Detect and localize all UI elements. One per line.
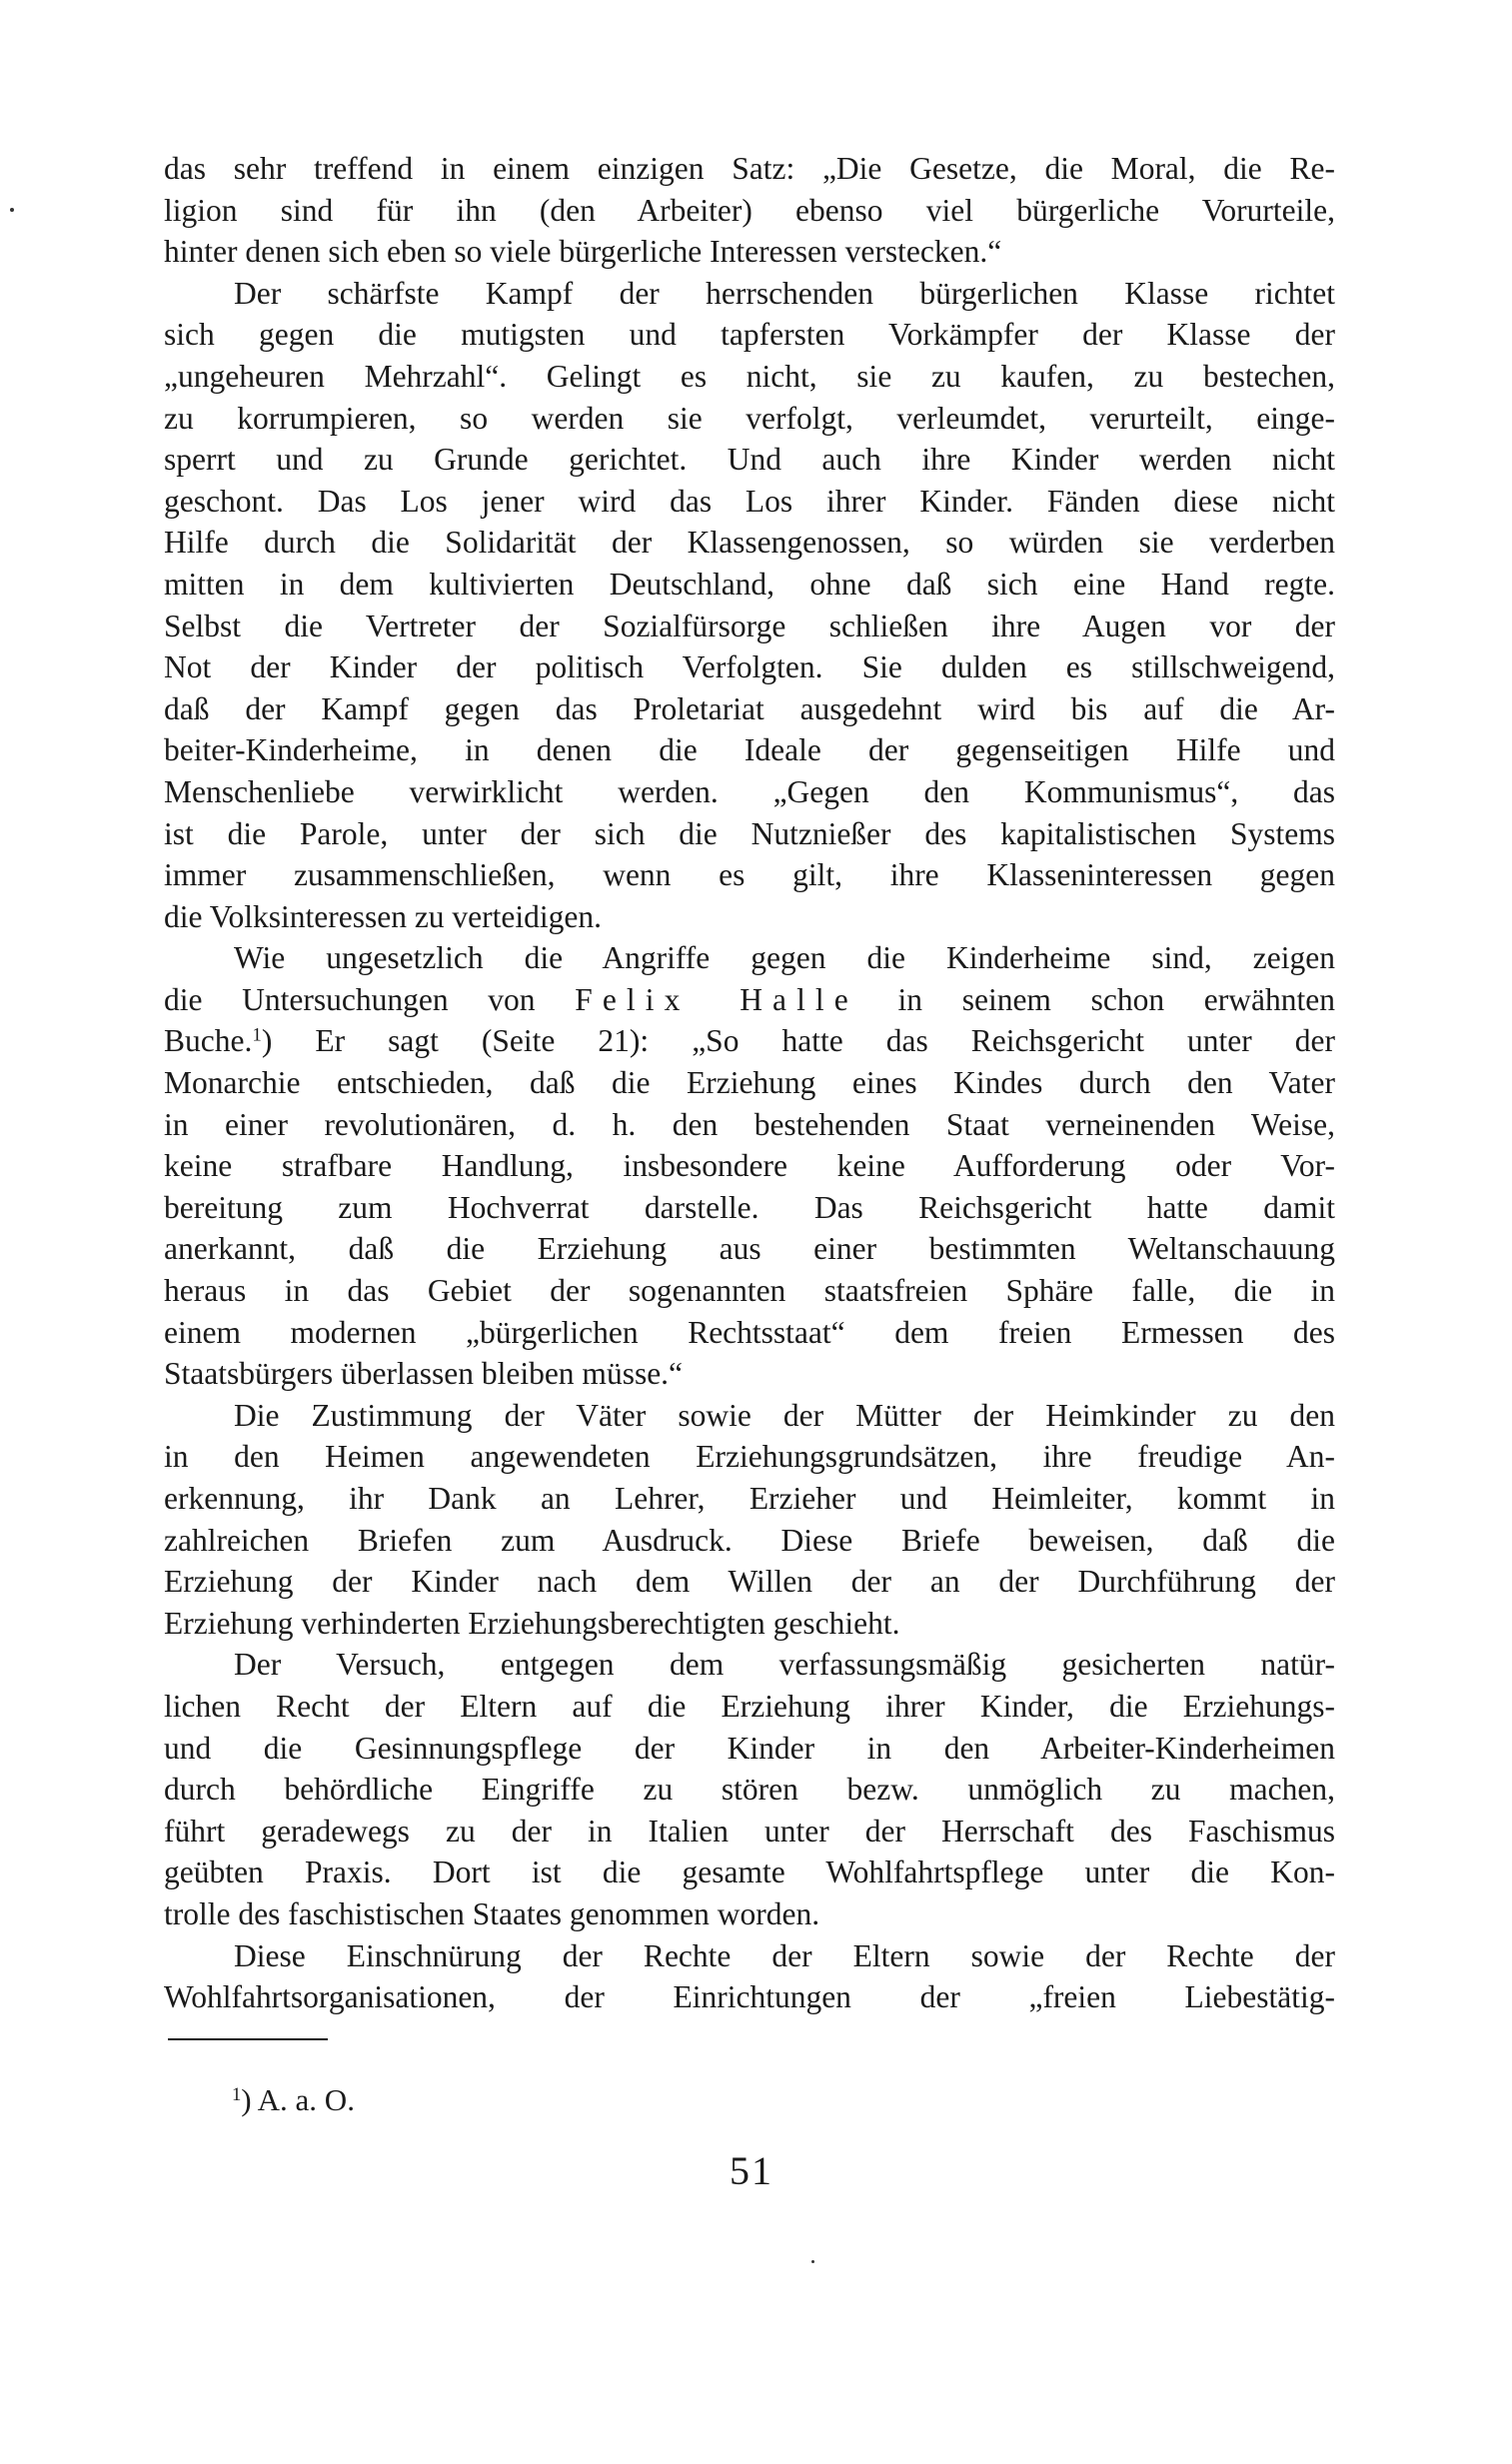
body-text bbox=[164, 148, 1335, 2018]
text-line: beiter-Kinderheime, in denen die Ideale der gegenseitigen Hilfe und bbox=[164, 732, 1335, 768]
text-line: führt geradewegs zu der in Italien unter der Herrschaft des Faschismus bbox=[164, 1813, 1335, 1848]
spaced-author-name: Felix Halle bbox=[575, 981, 858, 1017]
scan-speck bbox=[10, 208, 14, 212]
text-line: Der Versuch, entgegen dem verfassungsmäßig gesicherten natür- bbox=[234, 1647, 1335, 1683]
text-line: erkennung, ihr Dank an Lehrer, Erzieher und Heimleiter, kommt in bbox=[164, 1481, 1335, 1516]
text-line: anerkannt, daß die Erziehung aus einer bestimmten Weltanschauung bbox=[164, 1231, 1335, 1267]
text-line: zahlreichen Briefen zum Ausdruck. Diese Briefe beweisen, daß die bbox=[164, 1522, 1335, 1558]
text-line: heraus in das Gebiet der sogenannten staatsfreien Sphäre falle, die in bbox=[164, 1273, 1335, 1309]
page-number: 51 bbox=[730, 2148, 773, 2193]
text-line: sich gegen die mutigsten und tapfersten Vorkämpfer der Klasse der bbox=[164, 317, 1335, 353]
text-line: Die Zustimmung der Väter sowie der Mütter der Heimkinder zu den bbox=[234, 1397, 1335, 1433]
text-line: geübten Praxis. Dort ist die gesamte Wohlfahrtspflege unter die Kon- bbox=[164, 1854, 1335, 1890]
text-line: Der schärfste Kampf der herrschenden bürgerlichen Klasse richtet bbox=[234, 275, 1335, 311]
footnote-divider bbox=[168, 2038, 328, 2040]
text-segment: die Untersuchungen von bbox=[164, 981, 576, 1017]
text-segment: Buche. bbox=[164, 1023, 253, 1059]
text-line: zu korrumpieren, so werden sie verfolgt, verleumdet, verurteilt, einge- bbox=[164, 400, 1335, 436]
text-line: Wohlfahrtsorganisationen, der Einrichtungen der „freien Liebestätig- bbox=[164, 1979, 1335, 2015]
text-line: geschont. Das Los jener wird das Los ihrer Kinder. Fänden diese nicht bbox=[164, 483, 1335, 519]
text-line: Selbst die Vertreter der Sozialfürsorge schließen ihre Augen vor der bbox=[164, 608, 1335, 643]
text-line: Erziehung der Kinder nach dem Willen der an der Durchführung der bbox=[164, 1564, 1335, 1600]
text-line: einem modernen „bürgerlichen Rechtsstaat“ dem freien Ermessen des bbox=[164, 1314, 1335, 1350]
text-line: Wie ungesetzlich die Angriffe gegen die Kinderheime sind, zeigen bbox=[234, 940, 1335, 976]
text-line: sperrt und zu Grunde gerichtet. Und auch ihre Kinder werden nicht bbox=[164, 442, 1335, 478]
text-line: hinter denen sich eben so viele bürgerliche Interessen verstecken.“ bbox=[164, 234, 1002, 270]
text-line: ligion sind für ihn (den Arbeiter) ebenso viel bürgerliche Vorurteile, bbox=[164, 192, 1335, 228]
footnote-reference: 1 bbox=[252, 1025, 262, 1047]
footnote-marker: 1 bbox=[232, 2083, 242, 2105]
text-line: durch behördliche Eingriffe zu stören bezw. unmöglich zu machen, bbox=[164, 1772, 1335, 1808]
text-segment: ) Er sagt (Seite 21): „So hatte das Reichsgericht unter der bbox=[261, 1023, 1335, 1059]
text-line: bereitung zum Hochverrat darstelle. Das Reichsgericht hatte damit bbox=[164, 1189, 1335, 1225]
text-line: das sehr treffend in einem einzigen Satz: „Die Gesetze, die Moral, die Re- bbox=[164, 151, 1335, 186]
text-line: mitten in dem kultivierten Deutschland, ohne daß sich eine Hand regte. bbox=[164, 566, 1335, 602]
text-line: immer zusammenschließen, wenn es gilt, ihre Klasseninteressen gegen bbox=[164, 857, 1335, 893]
text-line: Staatsbürgers überlassen bleiben müsse.“ bbox=[164, 1356, 684, 1392]
footnote-text: ) A. a. O. bbox=[241, 2082, 355, 2117]
text-line: ist die Parole, unter der sich die Nutznießer des kapitalistischen Systems bbox=[164, 815, 1335, 851]
text-line bbox=[164, 979, 1335, 1021]
text-line: Not der Kinder der politisch Verfolgten. Sie dulden es stillschweigend, bbox=[164, 649, 1335, 685]
text-line: trolle des faschistischen Staates genommen worden. bbox=[164, 1895, 820, 1931]
text-line: und die Gesinnungspflege der Kinder in den Arbeiter-Kinderheimen bbox=[164, 1730, 1335, 1766]
text-line: Monarchie entschieden, daß die Erziehung eines Kindes durch den Vater bbox=[164, 1065, 1335, 1101]
text-line: Menschenliebe verwirklicht werden. „Gegen den Kommunismus“, das bbox=[164, 773, 1335, 809]
text-line: „ungeheuren Mehrzahl“. Gelingt es nicht, sie zu kaufen, zu bestechen, bbox=[164, 358, 1335, 394]
text-line: Hilfe durch die Solidarität der Klassengenossen, so würden sie verderben bbox=[164, 525, 1335, 561]
text-line: in einer revolutionären, d. h. den bestehenden Staat verneinenden Weise, bbox=[164, 1106, 1335, 1142]
text-segment: in seinem schon erwähnten bbox=[857, 981, 1335, 1017]
text-line: Diese Einschnürung der Rechte der Eltern sowie der Rechte der bbox=[234, 1937, 1335, 1973]
text-line: die Volksinteressen zu verteidigen. bbox=[164, 898, 602, 934]
footnote bbox=[232, 2080, 355, 2120]
text-line bbox=[164, 1020, 1335, 1062]
scan-speck bbox=[811, 2260, 814, 2263]
text-line: daß der Kampf gegen das Proletariat ausgedehnt wird bis auf die Ar- bbox=[164, 690, 1335, 726]
text-line: lichen Recht der Eltern auf die Erziehung ihrer Kinder, die Erziehungs- bbox=[164, 1688, 1335, 1724]
text-line: keine strafbare Handlung, insbesondere keine Aufforderung oder Vor- bbox=[164, 1148, 1335, 1184]
text-line: in den Heimen angewendeten Erziehungsgrundsätzen, ihre freudige An- bbox=[164, 1439, 1335, 1475]
text-line: Erziehung verhinderten Erziehungsberechtigten geschieht. bbox=[164, 1605, 900, 1641]
